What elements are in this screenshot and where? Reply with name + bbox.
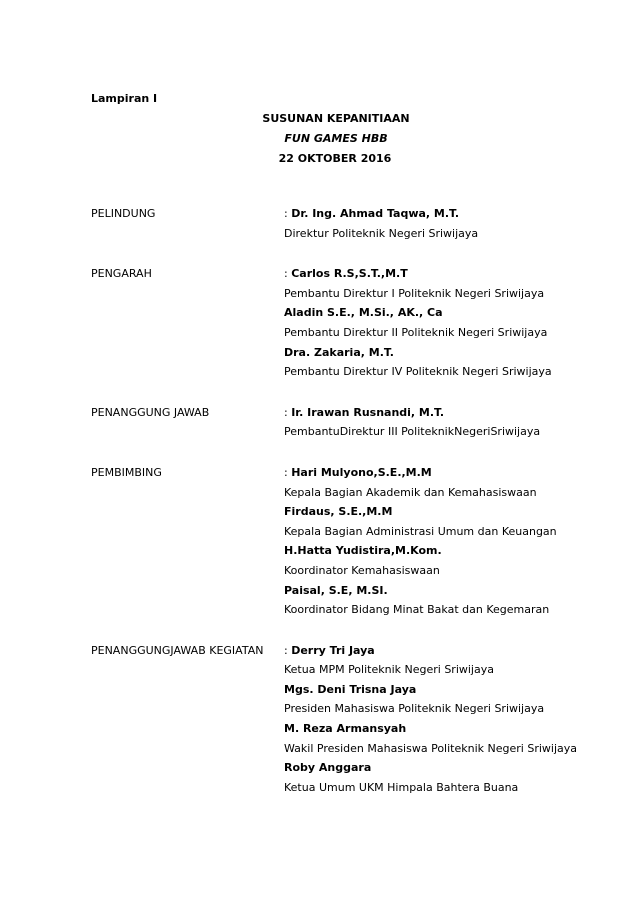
- member-position: Pembantu Direktur II Politeknik Negeri Sriwijaya: [284, 325, 548, 339]
- member-position: Koordinator Bidang Minat Bakat dan Kegemaran: [284, 603, 550, 617]
- role-label: PENANGGUNGJAWAB KEGIATAN: [91, 643, 264, 657]
- colon: :: [284, 643, 292, 657]
- role-label: PEMBIMBING: [91, 465, 162, 479]
- member-position: Koordinator Kemahasiswaan: [284, 563, 440, 577]
- lampiran-label: Lampiran I: [91, 92, 158, 105]
- event-name: FUN GAMES HBB: [284, 132, 388, 145]
- member-list: [284, 403, 611, 442]
- committee-section: [91, 264, 611, 382]
- member-position: Kepala Bagian Administrasi Umum dan Keuangan: [284, 524, 557, 538]
- role-label: PENANGGUNG JAWAB: [91, 405, 210, 419]
- colon: :: [284, 405, 292, 419]
- committee-section: [91, 641, 611, 798]
- committee-list: [91, 204, 611, 818]
- role-label: PENGARAH: [91, 267, 152, 281]
- title-block: [0, 109, 638, 169]
- member-position: Presiden Mahasiswa Politeknik Negeri Sriwijaya: [284, 702, 545, 716]
- member-name: Dr. Ing. Ahmad Taqwa, M.T.: [291, 207, 460, 220]
- member-position: Ketua MPM Politeknik Negeri Sriwijaya: [284, 663, 494, 677]
- member-position: Pembantu Direktur IV Politeknik Negeri Sriwijaya: [284, 365, 552, 379]
- member-position: Kepala Bagian Akademik dan Kemahasiswaan: [284, 485, 537, 499]
- role-label: PELINDUNG: [91, 207, 156, 220]
- document-title: SUSUNAN KEPANITIAAN: [262, 112, 410, 125]
- committee-section: [91, 463, 611, 620]
- member-position: Wakil Presiden Mahasiswa Politeknik Negeri Sriwijaya: [284, 741, 577, 755]
- member-name: Hari Mulyono,S.E.,M.M: [291, 465, 432, 479]
- member-position: Direktur Politeknik Negeri Sriwijaya: [284, 226, 479, 240]
- member-name: Paisal, S.E, M.SI.: [284, 583, 388, 597]
- member-list: [284, 641, 611, 798]
- member-name: Ir. Irawan Rusnandi, M.T.: [291, 405, 445, 419]
- member-name: Aladin S.E., M.Si., AK., Ca: [284, 306, 443, 320]
- member-name: Dra. Zakaria, M.T.: [284, 345, 394, 359]
- member-name: Mgs. Deni Trisna Jaya: [284, 682, 417, 696]
- member-list: [284, 204, 611, 243]
- committee-section: [91, 403, 611, 442]
- member-position: PembantuDirektur III PoliteknikNegeriSriwijaya: [284, 425, 541, 439]
- member-name: Derry Tri Jaya: [291, 643, 375, 657]
- member-position: Ketua Umum UKM Himpala Bahtera Buana: [284, 780, 519, 794]
- event-date: 22 OKTOBER 2016: [278, 152, 392, 165]
- colon: :: [284, 267, 292, 281]
- committee-section: [91, 204, 611, 243]
- colon: :: [284, 465, 292, 479]
- member-name: Firdaus, S.E.,M.M: [284, 505, 393, 519]
- colon: :: [284, 207, 292, 220]
- member-name: H.Hatta Yudistira,M.Kom.: [284, 544, 442, 558]
- member-position: Pembantu Direktur I Politeknik Negeri Sriwijaya: [284, 286, 545, 300]
- member-name: Carlos R.S,S.T.,M.T: [291, 267, 408, 281]
- member-list: [284, 264, 611, 382]
- member-name: M. Reza Armansyah: [284, 722, 407, 736]
- member-name: Roby Anggara: [284, 761, 372, 775]
- member-list: [284, 463, 611, 620]
